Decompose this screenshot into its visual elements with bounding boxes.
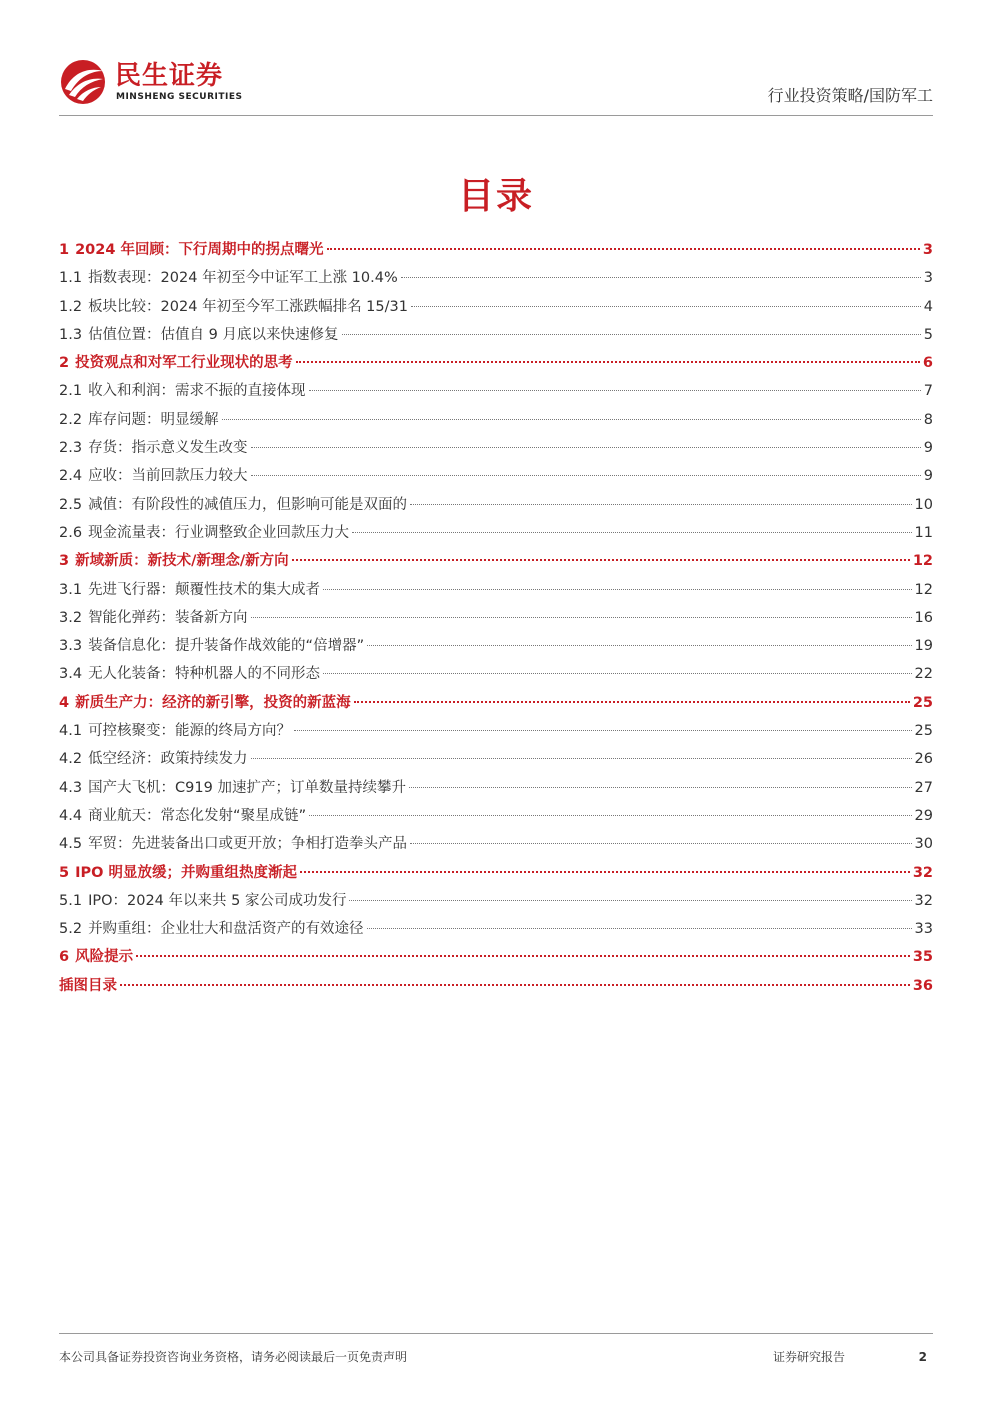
toc-dot-leader <box>251 447 921 448</box>
toc-subsection-entry[interactable] <box>59 774 933 802</box>
toc-entry-title: 军贸：先进装备出口或更开放；争相打造拳头产品 <box>88 836 408 853</box>
toc-entry-title: IPO 明显放缓；并购重组热度渐起 <box>75 864 297 881</box>
toc-subsection-entry[interactable] <box>59 802 933 830</box>
toc-entry-title: 板块比较：2024 年初至今军工涨跌幅排名 15/31 <box>88 298 408 315</box>
toc-entry-number: 1.2 <box>59 298 83 315</box>
toc-entry-title: 智能化弹药：装备新方向 <box>88 609 248 626</box>
toc-entry-page: 26 <box>914 751 933 768</box>
toc-entry-page: 27 <box>914 779 933 796</box>
toc-title: 目录 <box>457 176 534 217</box>
toc-entry-number: 6 <box>59 949 70 966</box>
toc-entry-page: 3 <box>922 242 933 258</box>
toc-entry-title: 商业航天：常态化发射“聚星成链” <box>88 807 307 824</box>
toc-dot-leader <box>136 955 910 957</box>
logo-chinese-name: 民生证券 <box>115 61 224 91</box>
toc-entry-title: 2024 年回顾：下行周期中的拐点曙光 <box>75 242 324 258</box>
report-category: 行业投资策略/国防军工 <box>767 86 933 105</box>
toc-dot-leader <box>222 419 921 420</box>
toc-entry-number: 1 <box>59 242 70 258</box>
toc-entry-number: 5.2 <box>59 921 83 938</box>
toc-dot-leader <box>294 730 911 731</box>
toc-entry-page: 12 <box>912 553 933 570</box>
toc-entry-page: 7 <box>923 383 933 400</box>
toc-entry-number: 2.2 <box>59 411 83 428</box>
toc-subsection-entry[interactable] <box>59 632 933 660</box>
toc-entry-title: 并购重组：企业壮大和盘活资产的有效途径 <box>88 921 364 938</box>
toc-section-entry[interactable] <box>59 943 933 971</box>
toc-subsection-entry[interactable] <box>59 491 933 519</box>
toc-entry-page: 6 <box>922 355 933 372</box>
toc-entry-page: 16 <box>914 609 933 626</box>
logo-english-name: MINSHENG SECURITIES <box>116 92 243 102</box>
toc-dot-leader <box>309 815 911 816</box>
minsheng-logo-icon <box>59 59 107 105</box>
toc-entry-number: 1.3 <box>59 326 83 343</box>
toc-dot-leader <box>251 617 912 618</box>
toc-entry-page: 33 <box>914 921 933 938</box>
toc-entry-page: 30 <box>914 836 933 853</box>
toc-subsection-entry[interactable] <box>59 321 933 349</box>
toc-subsection-entry[interactable] <box>59 264 933 292</box>
toc-entry-number: 3.2 <box>59 609 83 626</box>
toc-entry-number: 2.5 <box>59 496 83 513</box>
toc-dot-leader <box>409 787 912 788</box>
toc-subsection-entry[interactable] <box>59 293 933 321</box>
toc-entry-title: 应收：当前回款压力较大 <box>88 468 248 485</box>
toc-entry-title: 新质生产力：经济的新引擎，投资的新蓝海 <box>75 694 351 711</box>
toc-entry-page: 22 <box>914 666 933 683</box>
table-of-contents <box>59 236 933 1000</box>
toc-dot-leader <box>323 673 911 674</box>
toc-subsection-entry[interactable] <box>59 377 933 405</box>
toc-entry-title: 国产大飞机：C919 加速扩产；订单数量持续攀升 <box>88 779 406 796</box>
toc-section-entry[interactable] <box>59 349 933 377</box>
toc-entry-title: 低空经济：政策持续发力 <box>88 751 248 768</box>
toc-entry-page: 19 <box>914 638 933 655</box>
toc-entry-number: 1.1 <box>59 270 83 287</box>
toc-entry-number: 3.3 <box>59 638 83 655</box>
toc-entry-page: 29 <box>914 807 933 824</box>
toc-dot-leader <box>411 306 921 307</box>
toc-entry-page: 12 <box>914 581 933 598</box>
toc-entry-title: 装备信息化：提升装备作战效能的“倍增器” <box>88 638 365 655</box>
toc-dot-leader <box>367 928 912 929</box>
toc-entry-number: 2 <box>59 355 70 372</box>
toc-entry-page: 8 <box>923 411 933 428</box>
toc-section-entry[interactable] <box>59 689 933 717</box>
toc-entry-page: 11 <box>914 524 933 541</box>
toc-subsection-entry[interactable] <box>59 462 933 490</box>
toc-entry-number: 2.4 <box>59 468 83 485</box>
toc-entry-number: 4 <box>59 694 70 711</box>
toc-section-entry[interactable] <box>59 972 933 1000</box>
toc-section-entry[interactable] <box>59 547 933 575</box>
toc-subsection-entry[interactable] <box>59 830 933 858</box>
toc-entry-number: 4.2 <box>59 751 83 768</box>
toc-entry-title: 无人化装备：特种机器人的不同形态 <box>88 666 321 683</box>
toc-entry-title: 库存问题：明显缓解 <box>88 411 219 428</box>
toc-subsection-entry[interactable] <box>59 434 933 462</box>
toc-subsection-entry[interactable] <box>59 915 933 943</box>
toc-entry-title: 插图目录 <box>59 977 117 994</box>
toc-subsection-entry[interactable] <box>59 519 933 547</box>
page-header <box>59 55 933 116</box>
toc-entry-page: 36 <box>912 977 933 994</box>
toc-dot-leader <box>323 589 911 590</box>
toc-entry-page: 10 <box>914 496 933 513</box>
toc-dot-leader <box>342 334 921 335</box>
toc-entry-title: 估值位置：估值自 9 月底以来快速修复 <box>88 326 339 343</box>
toc-entry-title: 减值：有阶段性的减值压力，但影响可能是双面的 <box>88 496 408 513</box>
toc-entry-page: 25 <box>914 723 933 740</box>
toc-dot-leader <box>401 277 921 278</box>
toc-subsection-entry[interactable] <box>59 887 933 915</box>
toc-dot-leader <box>251 758 912 759</box>
toc-entry-page: 25 <box>912 694 933 711</box>
toc-entry-title: 风险提示 <box>75 949 134 966</box>
toc-entry-page: 4 <box>923 298 933 315</box>
toc-subsection-entry[interactable] <box>59 717 933 745</box>
toc-entry-title: 新域新质：新技术/新理念/新方向 <box>75 553 289 570</box>
toc-dot-leader <box>251 475 921 476</box>
toc-entry-page: 3 <box>923 270 933 287</box>
toc-dot-leader <box>410 843 911 844</box>
toc-entry-title: 存货：指示意义发生改变 <box>88 440 248 457</box>
toc-dot-leader <box>120 984 910 986</box>
disclaimer-text: 本公司具备证券投资咨询业务资格，请务必阅读最后一页免责声明 <box>59 1350 408 1364</box>
toc-dot-leader <box>410 504 911 505</box>
toc-subsection-entry[interactable] <box>59 604 933 632</box>
toc-entry-title: 先进飞行器：颠覆性技术的集大成者 <box>88 581 321 598</box>
toc-subsection-entry[interactable] <box>59 576 933 604</box>
toc-entry-number: 2.1 <box>59 383 83 400</box>
toc-dot-leader <box>300 871 910 873</box>
toc-entry-number: 5.1 <box>59 892 83 909</box>
toc-dot-leader <box>327 248 920 250</box>
toc-entry-page: 32 <box>914 892 933 909</box>
toc-entry-number: 5 <box>59 864 70 881</box>
toc-entry-number: 4.4 <box>59 807 83 824</box>
toc-dot-leader <box>309 390 921 391</box>
page-number: 2 <box>918 1350 927 1364</box>
toc-entry-title: 指数表现：2024 年初至今中证军工上涨 10.4% <box>88 270 398 287</box>
toc-entry-page: 35 <box>912 949 933 966</box>
toc-entry-page: 5 <box>923 326 933 343</box>
toc-section-entry[interactable] <box>59 859 933 887</box>
toc-entry-number: 3.1 <box>59 581 83 598</box>
toc-subsection-entry[interactable] <box>59 745 933 773</box>
toc-dot-leader <box>349 900 911 901</box>
toc-entry-number: 3.4 <box>59 666 83 683</box>
toc-dot-leader <box>292 559 910 561</box>
toc-entry-number: 3 <box>59 553 70 570</box>
toc-entry-number: 2.3 <box>59 440 83 457</box>
toc-entry-number: 4.3 <box>59 779 83 796</box>
report-type-label: 证券研究报告 <box>773 1350 846 1364</box>
toc-entry-number: 4.1 <box>59 723 83 740</box>
toc-entry-page: 32 <box>912 864 933 881</box>
toc-entry-title: 可控核聚变：能源的终局方向？ <box>88 723 292 740</box>
toc-dot-leader <box>352 532 911 533</box>
toc-dot-leader <box>367 645 911 646</box>
toc-dot-leader <box>296 361 920 363</box>
toc-entry-title: 收入和利润：需求不振的直接体现 <box>88 383 306 400</box>
toc-entry-page: 9 <box>923 468 933 485</box>
minsheng-logo <box>59 59 259 105</box>
toc-dot-leader <box>354 701 910 703</box>
toc-subsection-entry[interactable] <box>59 406 933 434</box>
page-footer <box>59 1333 933 1374</box>
toc-entry-title: IPO：2024 年以来共 5 家公司成功发行 <box>88 892 347 909</box>
toc-section-entry[interactable] <box>59 236 933 264</box>
toc-entry-number: 2.6 <box>59 524 83 541</box>
toc-entry-title: 现金流量表：行业调整致企业回款压力大 <box>88 524 350 541</box>
toc-entry-number: 4.5 <box>59 836 83 853</box>
toc-entry-title: 投资观点和对军工行业现状的思考 <box>75 355 293 372</box>
toc-entry-page: 9 <box>923 440 933 457</box>
toc-subsection-entry[interactable] <box>59 660 933 688</box>
